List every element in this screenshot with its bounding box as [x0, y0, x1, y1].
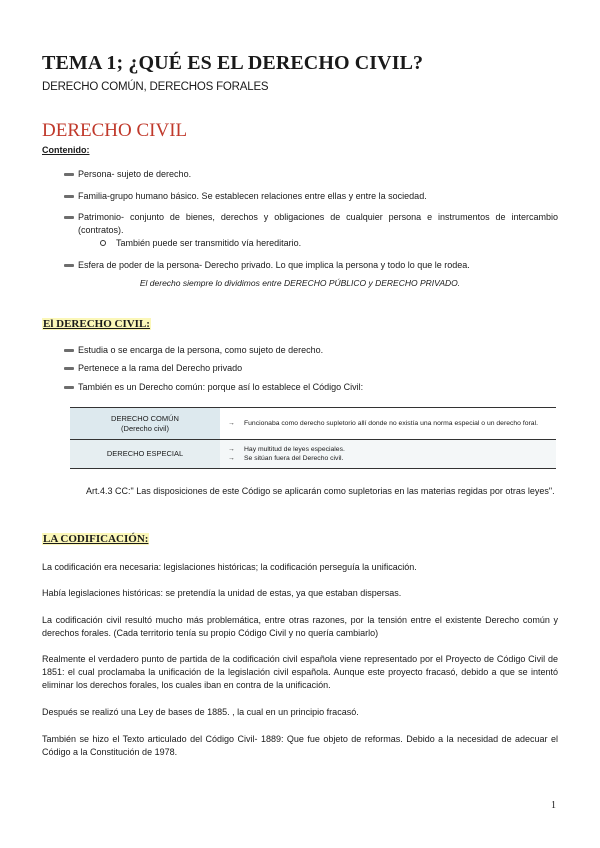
arrow-right-icon: → [228, 446, 235, 453]
table-cell: → Hay multitud de leyes especiales. → Se sitúan fuera del Derecho civil. [220, 440, 556, 468]
arrow-right-icon: → [228, 455, 235, 462]
list-item: Pertenece a la rama del Derecho privado [64, 362, 534, 375]
dash-bullet-icon [64, 195, 74, 198]
paragraph: También se hizo el Texto articulado del Código Civil- 1889: Que fue objeto de reformas. Debido a la necesidad de adecuar el Código a la Constitución de 1978. [42, 734, 558, 757]
list-item: Patrimonio- conjunto de bienes, derechos y obligaciones de cualquier persona e instrumentos de intercambio (contratos). [64, 211, 558, 237]
dash-bullet-icon [64, 349, 74, 352]
italic-note: El derecho siempre lo dividimos entre DERECHO PÚBLICO y DERECHO PRIVADO. [139, 278, 461, 288]
table-cell: DERECHO COMÚN (Derecho civil) [70, 408, 220, 439]
table-cell: DERECHO ESPECIAL [70, 440, 220, 468]
list-item: Persona- sujeto de derecho. [64, 168, 534, 181]
dash-bullet-icon [64, 173, 74, 176]
paragraph: Después se realizó una Ley de bases de 1885. , la cual en un principio fracasó. [42, 707, 359, 717]
document-title: TEMA 1; ¿QUÉ ES EL DERECHO CIVIL? [42, 52, 424, 74]
table-cell: → Funcionaba como derecho supletorio allí donde no existía una norma especial o un derecho foral. [228, 420, 538, 427]
sub-list-item: También puede ser transmitido vía hereditario. [100, 238, 301, 248]
paragraph: La codificación era necesaria: legislaciones históricas; la codificación perseguía la unificación. [42, 562, 417, 572]
dash-bullet-icon [64, 216, 74, 219]
table-row [70, 408, 556, 440]
circle-bullet-icon [100, 240, 106, 246]
page-number: 1 [551, 800, 556, 811]
derecho-comparison-table [70, 407, 556, 469]
list-item: También es un Derecho común: porque así lo establece el Código Civil: [64, 381, 534, 394]
paragraph: La codificación civil resultó mucho más problemática, entre otras razones, por la tensión entre el existente Derecho común y derechos forales. (Cada territorio tenía su propio Código Civil y no quería cambiarlo) [42, 615, 558, 638]
dash-bullet-icon [64, 386, 74, 389]
list-item: Estudia o se encarga de la persona, como sujeto de derecho. [64, 344, 534, 357]
table-row [70, 440, 556, 469]
section-heading-el-derecho-civil: El DERECHO CIVIL: [43, 318, 150, 330]
paragraph: Había legislaciones históricas: se pretendía la unidad de estas, ya que estaban dispersas. [42, 588, 402, 598]
list-item: Familia-grupo humano básico. Se establecen relaciones entre ellas y entre la sociedad. [64, 190, 534, 203]
paragraph: Realmente el verdadero punto de partida de la codificación civil española viene representado por el Proyecto de Código Civil de 1851: el cual proclamaba la unificación de la legislación civil española. Aunque este proyecto fracasó, debido a que se intentó eliminar los derechos forales, los cuales iban en contra de la unificación. [42, 654, 558, 690]
dash-bullet-icon [64, 367, 74, 370]
section-heading-codificacion: LA CODIFICACIÓN: [43, 533, 149, 545]
article-quote: Art.4.3 CC:" Las disposiciones de este Código se aplicarán como supletorias en las materias regidas por otras leyes". [86, 486, 555, 496]
section-heading-derecho-civil: DERECHO CIVIL [42, 120, 188, 141]
list-item: Esfera de poder de la persona- Derecho privado. Lo que implica la persona y todo lo que le rodea. [64, 259, 558, 272]
contenido-label: Contenido: [42, 145, 90, 155]
dash-bullet-icon [64, 264, 74, 267]
arrow-right-icon: → [228, 420, 235, 427]
document-subtitle: DERECHO COMÚN, DERECHOS FORALES [42, 81, 269, 93]
